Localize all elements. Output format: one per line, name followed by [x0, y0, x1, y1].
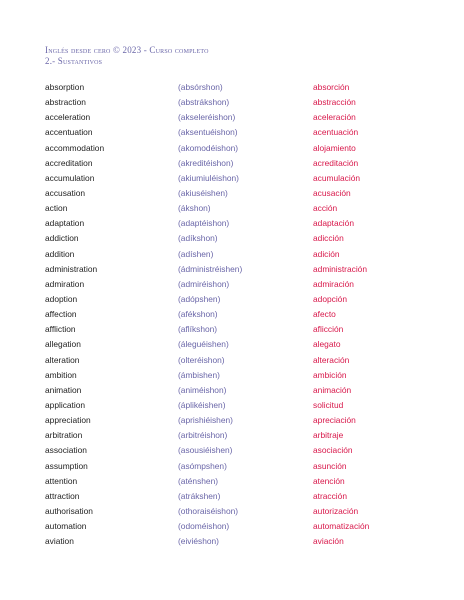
english-word: aviation: [45, 536, 74, 547]
pronunciation: (akiumiuléishon): [178, 172, 239, 183]
pronunciation: (asousiéishen): [178, 445, 233, 456]
vocab-row: [45, 231, 425, 246]
english-word: addition: [45, 248, 75, 259]
english-word: assumption: [45, 460, 88, 471]
spanish-translation: alegato: [313, 339, 341, 350]
pronunciation: (aprishiéishen): [178, 415, 233, 426]
spanish-translation: arbitraje: [313, 430, 344, 441]
pronunciation: (admiréishon): [178, 278, 230, 289]
course-title: Inglés desde cero © 2023 - Curso completo: [45, 45, 209, 55]
vocab-row: [45, 307, 425, 322]
spanish-translation: administración: [313, 263, 367, 274]
english-word: arbitration: [45, 430, 83, 441]
pronunciation: (asómpshen): [178, 460, 227, 471]
english-word: animation: [45, 384, 82, 395]
pronunciation: (áplikéishen): [178, 399, 226, 410]
pronunciation: (afékshon): [178, 309, 218, 320]
spanish-translation: afecto: [313, 309, 336, 320]
spanish-translation: ambición: [313, 369, 347, 380]
spanish-translation: animación: [313, 384, 352, 395]
vocab-row: [45, 216, 425, 231]
spanish-translation: alojamiento: [313, 142, 356, 153]
vocab-row: [45, 201, 425, 216]
pronunciation: (odoméishon): [178, 521, 230, 532]
english-word: adaptation: [45, 218, 85, 229]
spanish-translation: abstracción: [313, 97, 356, 108]
pronunciation: (atrákshen): [178, 490, 221, 501]
pronunciation: (aflíkshon): [178, 324, 218, 335]
vocab-row: [45, 383, 425, 398]
vocab-row: [45, 186, 425, 201]
vocab-row: [45, 368, 425, 383]
pronunciation: (ámbishen): [178, 369, 220, 380]
spanish-translation: autorización: [313, 505, 359, 516]
spanish-translation: apreciación: [313, 415, 356, 426]
spanish-translation: acreditación: [313, 157, 359, 168]
vocab-row: [45, 125, 425, 140]
spanish-translation: acusación: [313, 187, 351, 198]
page-header: [45, 45, 209, 66]
vocab-row: [45, 504, 425, 519]
vocab-row: [45, 519, 425, 534]
spanish-translation: automatización: [313, 521, 370, 532]
vocab-row: [45, 80, 425, 95]
english-word: adoption: [45, 293, 78, 304]
vocab-row: [45, 277, 425, 292]
english-word: attraction: [45, 490, 80, 501]
english-word: accentuation: [45, 127, 93, 138]
pronunciation: (eiviéshon): [178, 536, 219, 547]
spanish-translation: atención: [313, 475, 345, 486]
english-word: affliction: [45, 324, 76, 335]
pronunciation: (abstrákshon): [178, 97, 230, 108]
english-word: admiration: [45, 278, 85, 289]
vocab-row: [45, 398, 425, 413]
spanish-translation: adopción: [313, 293, 347, 304]
pronunciation: (absórshon): [178, 82, 223, 92]
spanish-translation: solicitud: [313, 399, 344, 410]
vocab-row: [45, 141, 425, 156]
pronunciation: (aténshen): [178, 475, 219, 486]
spanish-translation: adaptación: [313, 218, 354, 229]
english-word: ambition: [45, 369, 77, 380]
pronunciation: (arbitréishon): [178, 430, 228, 441]
vocab-row: [45, 322, 425, 337]
pronunciation: (adíshen): [178, 248, 214, 259]
pronunciation: (adíkshon): [178, 233, 218, 244]
vocab-row: [45, 95, 425, 110]
english-word: accreditation: [45, 157, 93, 168]
pronunciation: (othoraiséishon): [178, 505, 239, 516]
english-word: application: [45, 399, 86, 410]
english-word: allegation: [45, 339, 81, 350]
pronunciation: (ákshon): [178, 203, 211, 214]
pronunciation: (akomodéishon): [178, 142, 239, 153]
spanish-translation: atracción: [313, 490, 347, 501]
vocab-row: [45, 534, 425, 549]
english-word: association: [45, 445, 87, 456]
vocab-row: [45, 489, 425, 504]
english-word: accumulation: [45, 172, 95, 183]
spanish-translation: asunción: [313, 460, 347, 471]
pronunciation: (akiuséishen): [178, 187, 228, 198]
vocab-row: [45, 156, 425, 171]
english-word: acceleration: [45, 112, 91, 123]
spanish-translation: alteración: [313, 354, 350, 365]
pronunciation: (animéishon): [178, 384, 227, 395]
spanish-translation: absorción: [313, 82, 350, 92]
vocab-row: [45, 247, 425, 262]
english-word: alteration: [45, 354, 80, 365]
spanish-translation: acción: [313, 203, 338, 214]
spanish-translation: asociación: [313, 445, 353, 456]
english-word: affection: [45, 309, 77, 320]
spanish-translation: aflicción: [313, 324, 344, 335]
spanish-translation: acumulación: [313, 172, 361, 183]
pronunciation: (olteréishon): [178, 354, 225, 365]
english-word: accommodation: [45, 142, 105, 153]
pronunciation: (áleguéishen): [178, 339, 229, 350]
english-word: automation: [45, 521, 87, 532]
pronunciation: (aksentuéishon): [178, 127, 238, 138]
spanish-translation: acentuación: [313, 127, 359, 138]
pronunciation: (akreditéishon): [178, 157, 234, 168]
vocabulary-list: [45, 80, 425, 549]
vocab-row: [45, 292, 425, 307]
pronunciation: (ádministréishen): [178, 263, 243, 274]
vocab-row: [45, 428, 425, 443]
spanish-translation: adicción: [313, 233, 344, 244]
english-word: administration: [45, 263, 98, 274]
vocab-row: [45, 171, 425, 186]
vocab-row: [45, 474, 425, 489]
vocab-row: [45, 353, 425, 368]
vocab-row: [45, 443, 425, 458]
english-word: attention: [45, 475, 78, 486]
english-word: abstraction: [45, 97, 86, 108]
english-word: accusation: [45, 187, 86, 198]
spanish-translation: adición: [313, 248, 340, 259]
english-word: action: [45, 203, 68, 214]
spanish-translation: admiración: [313, 278, 354, 289]
spanish-translation: aviación: [313, 536, 344, 547]
section-title: 2.- Sustantivos: [45, 55, 103, 66]
vocab-row: [45, 337, 425, 352]
vocab-row: [45, 110, 425, 125]
pronunciation: (adópshen): [178, 293, 221, 304]
vocab-row: [45, 262, 425, 277]
vocab-row: [45, 459, 425, 474]
english-word: authorisation: [45, 505, 93, 516]
spanish-translation: aceleración: [313, 112, 356, 123]
english-word: addiction: [45, 233, 79, 244]
english-word: appreciation: [45, 415, 91, 426]
pronunciation: (adaptéishon): [178, 218, 230, 229]
pronunciation: (akseleréishon): [178, 112, 236, 123]
vocab-row: [45, 413, 425, 428]
english-word: absorption: [45, 82, 85, 92]
